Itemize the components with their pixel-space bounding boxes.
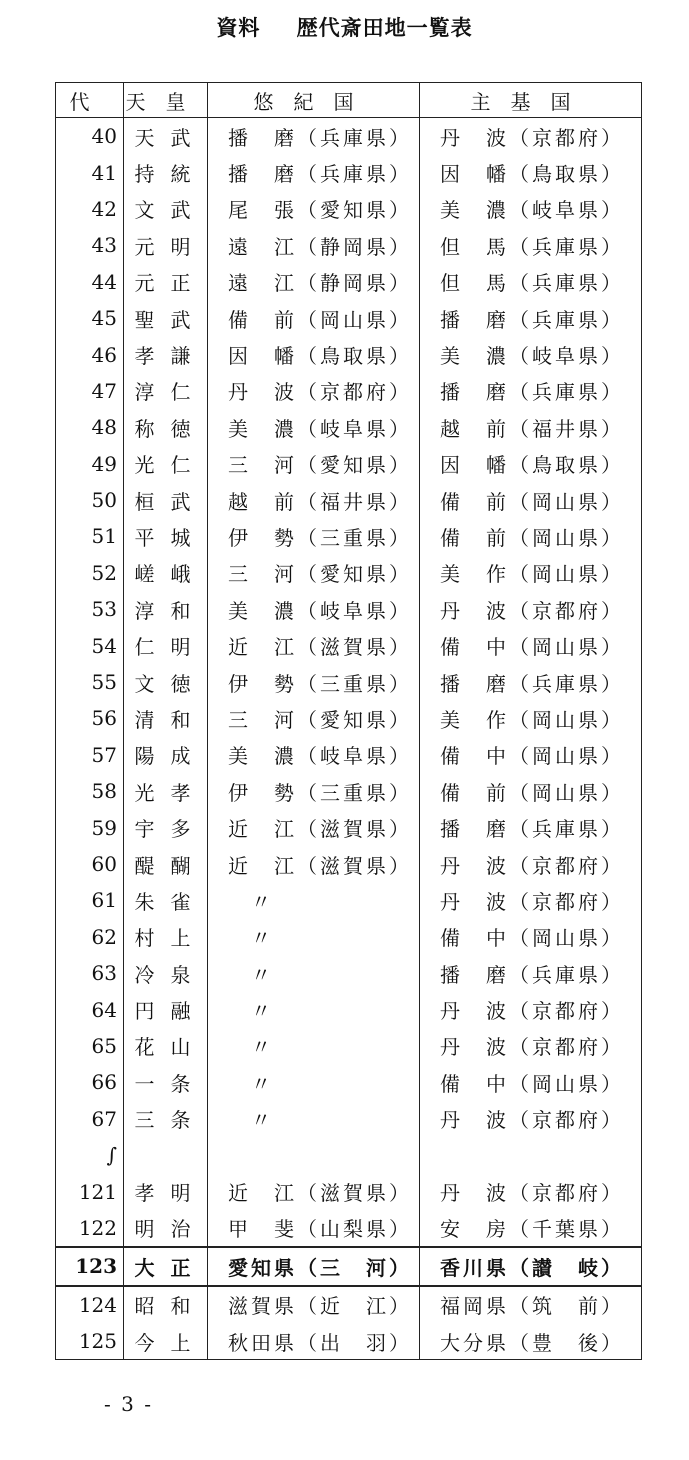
suki-cell: 備 中（岡山県） (420, 1064, 642, 1100)
table-row (56, 118, 642, 155)
title-label: 資料 (216, 15, 261, 40)
yuki-cell: 尾 張（愛知県） (208, 191, 420, 227)
table-row (56, 191, 642, 227)
table-row (56, 264, 642, 300)
yuki-cell: 伊 勢（三重県） (208, 664, 420, 700)
generation-cell: 60 (56, 846, 124, 882)
table-row (56, 1210, 642, 1247)
yuki-cell: 三 河（愛知県） (208, 555, 420, 591)
generation-cell: 125 (56, 1323, 124, 1360)
yuki-cell: 越 前（福井県） (208, 482, 420, 518)
suki-cell: 丹 波（京都府） (420, 991, 642, 1027)
yuki-cell: 三 河（愛知県） (208, 700, 420, 736)
emperor-cell: 孝明 (124, 1173, 208, 1209)
suki-cell: 丹 波（京都府） (420, 1028, 642, 1064)
generation-cell: 123 (56, 1247, 124, 1285)
header-generation: 代 (56, 83, 124, 118)
suki-cell: 因 幡（鳥取県） (420, 446, 642, 482)
yuki-cell (208, 1137, 420, 1173)
table-row (56, 809, 642, 845)
generation-cell: 44 (56, 264, 124, 300)
emperor-cell: 村上 (124, 919, 208, 955)
suki-cell: 但 馬（兵庫県） (420, 264, 642, 300)
suki-cell: 美 濃（岐阜県） (420, 191, 642, 227)
yuki-cell: 遠 江（静岡県） (208, 227, 420, 263)
table-row (56, 955, 642, 991)
emperor-cell: 桓武 (124, 482, 208, 518)
yuki-cell: 美 濃（岐阜県） (208, 591, 420, 627)
generation-cell: ∫ (56, 1137, 124, 1173)
yuki-cell: 甲 斐（山梨県） (208, 1210, 420, 1247)
page-title (0, 12, 689, 42)
generation-cell: 45 (56, 300, 124, 336)
emperor-cell: 円融 (124, 991, 208, 1027)
table-row (56, 555, 642, 591)
yuki-cell: 伊 勢（三重県） (208, 518, 420, 554)
suki-cell: 丹 波（京都府） (420, 1101, 642, 1137)
yuki-cell: 愛知県（三 河） (208, 1247, 420, 1285)
table-row (56, 627, 642, 663)
generation-cell: 56 (56, 700, 124, 736)
yuki-cell: 丹 波（京都府） (208, 373, 420, 409)
yuki-cell: 〃 (208, 1101, 420, 1137)
suki-cell: 安 房（千葉県） (420, 1210, 642, 1247)
suki-cell: 播 磨（兵庫県） (420, 809, 642, 845)
emperor-cell: 淳和 (124, 591, 208, 627)
table-row (56, 919, 642, 955)
suki-cell: 因 幡（鳥取県） (420, 154, 642, 190)
table-row (56, 300, 642, 336)
generation-cell: 64 (56, 991, 124, 1027)
saiden-table (55, 82, 642, 1360)
table-row (56, 1137, 642, 1173)
emperor-cell: 大正 (124, 1247, 208, 1285)
table-row (56, 1323, 642, 1360)
suki-cell: 丹 波（京都府） (420, 846, 642, 882)
suki-cell: 播 磨（兵庫県） (420, 664, 642, 700)
generation-cell: 57 (56, 737, 124, 773)
header-emperor: 天皇 (124, 83, 208, 118)
table-header-row (56, 83, 642, 118)
table-row (56, 664, 642, 700)
generation-cell: 52 (56, 555, 124, 591)
yuki-cell: 伊 勢（三重県） (208, 773, 420, 809)
emperor-cell: 嵯峨 (124, 555, 208, 591)
table-row (56, 1064, 642, 1100)
table-row (56, 1286, 642, 1323)
yuki-cell: 三 河（愛知県） (208, 446, 420, 482)
generation-cell: 42 (56, 191, 124, 227)
table-row (56, 773, 642, 809)
yuki-cell: 〃 (208, 1028, 420, 1064)
emperor-cell: 持統 (124, 154, 208, 190)
generation-cell: 46 (56, 336, 124, 372)
suki-cell: 備 中（岡山県） (420, 919, 642, 955)
generation-cell: 58 (56, 773, 124, 809)
yuki-cell: 備 前（岡山県） (208, 300, 420, 336)
suki-cell: 備 前（岡山県） (420, 518, 642, 554)
table-row (56, 409, 642, 445)
generation-cell: 53 (56, 591, 124, 627)
suki-cell: 播 磨（兵庫県） (420, 300, 642, 336)
table-row (56, 737, 642, 773)
yuki-cell: 美 濃（岐阜県） (208, 409, 420, 445)
suki-cell: 丹 波（京都府） (420, 118, 642, 155)
yuki-cell: 因 幡（鳥取県） (208, 336, 420, 372)
page-number: - 3 - (104, 1392, 153, 1416)
generation-cell: 43 (56, 227, 124, 263)
table-row (56, 846, 642, 882)
generation-cell: 41 (56, 154, 124, 190)
emperor-cell: 一条 (124, 1064, 208, 1100)
emperor-cell: 光孝 (124, 773, 208, 809)
emperor-cell: 花山 (124, 1028, 208, 1064)
emperor-cell: 文徳 (124, 664, 208, 700)
generation-cell: 62 (56, 919, 124, 955)
emperor-cell: 文武 (124, 191, 208, 227)
table-body (56, 118, 642, 1360)
yuki-cell: 〃 (208, 882, 420, 918)
table-row (56, 591, 642, 627)
suki-cell: 備 中（岡山県） (420, 627, 642, 663)
suki-cell: 播 磨（兵庫県） (420, 373, 642, 409)
generation-cell: 51 (56, 518, 124, 554)
generation-cell: 63 (56, 955, 124, 991)
emperor-cell: 称徳 (124, 409, 208, 445)
yuki-cell: 美 濃（岐阜県） (208, 737, 420, 773)
generation-cell: 61 (56, 882, 124, 918)
suki-cell: 大分県（豊 後） (420, 1323, 642, 1360)
yuki-cell: 〃 (208, 1064, 420, 1100)
table-row (56, 227, 642, 263)
suki-cell: 備 前（岡山県） (420, 482, 642, 518)
suki-cell: 香川県（讃 岐） (420, 1247, 642, 1285)
generation-cell: 66 (56, 1064, 124, 1100)
emperor-cell: 天武 (124, 118, 208, 155)
emperor-cell: 淳仁 (124, 373, 208, 409)
generation-cell: 67 (56, 1101, 124, 1137)
suki-cell: 美 作（岡山県） (420, 700, 642, 736)
emperor-cell: 冷泉 (124, 955, 208, 991)
table-row (56, 1247, 642, 1285)
table-row (56, 154, 642, 190)
header-suki: 主基国 (420, 83, 642, 118)
table-row (56, 518, 642, 554)
suki-cell: 丹 波（京都府） (420, 1173, 642, 1209)
table-row (56, 1173, 642, 1209)
emperor-cell (124, 1137, 208, 1173)
table-row (56, 482, 642, 518)
table-row (56, 882, 642, 918)
suki-cell: 備 中（岡山県） (420, 737, 642, 773)
yuki-cell: 播 磨（兵庫県） (208, 118, 420, 155)
emperor-cell: 昭和 (124, 1286, 208, 1323)
table-row (56, 1101, 642, 1137)
generation-cell: 40 (56, 118, 124, 155)
yuki-cell: 〃 (208, 991, 420, 1027)
table-row (56, 700, 642, 736)
suki-cell: 越 前（福井県） (420, 409, 642, 445)
table-row (56, 1028, 642, 1064)
suki-cell: 但 馬（兵庫県） (420, 227, 642, 263)
title-text: 歴代斎田地一覧表 (296, 15, 473, 40)
generation-cell: 65 (56, 1028, 124, 1064)
generation-cell: 54 (56, 627, 124, 663)
generation-cell: 124 (56, 1286, 124, 1323)
generation-cell: 47 (56, 373, 124, 409)
generation-cell: 55 (56, 664, 124, 700)
suki-cell: 丹 波（京都府） (420, 591, 642, 627)
emperor-cell: 平城 (124, 518, 208, 554)
generation-cell: 49 (56, 446, 124, 482)
generation-cell: 50 (56, 482, 124, 518)
emperor-cell: 元明 (124, 227, 208, 263)
generation-cell: 48 (56, 409, 124, 445)
yuki-cell: 滋賀県（近 江） (208, 1286, 420, 1323)
yuki-cell: 〃 (208, 919, 420, 955)
emperor-cell: 孝謙 (124, 336, 208, 372)
header-yuki: 悠紀国 (208, 83, 420, 118)
emperor-cell: 光仁 (124, 446, 208, 482)
suki-cell (420, 1137, 642, 1173)
emperor-cell: 三条 (124, 1101, 208, 1137)
yuki-cell: 近 江（滋賀県） (208, 846, 420, 882)
emperor-cell: 明治 (124, 1210, 208, 1247)
table-row (56, 991, 642, 1027)
suki-cell: 福岡県（筑 前） (420, 1286, 642, 1323)
yuki-cell: 〃 (208, 955, 420, 991)
table-row (56, 446, 642, 482)
emperor-cell: 清和 (124, 700, 208, 736)
emperor-cell: 宇多 (124, 809, 208, 845)
generation-cell: 122 (56, 1210, 124, 1247)
emperor-cell: 聖武 (124, 300, 208, 336)
emperor-cell: 元正 (124, 264, 208, 300)
generation-cell: 121 (56, 1173, 124, 1209)
yuki-cell: 播 磨（兵庫県） (208, 154, 420, 190)
suki-cell: 美 濃（岐阜県） (420, 336, 642, 372)
yuki-cell: 近 江（滋賀県） (208, 1173, 420, 1209)
emperor-cell: 陽成 (124, 737, 208, 773)
emperor-cell: 朱雀 (124, 882, 208, 918)
generation-cell: 59 (56, 809, 124, 845)
emperor-cell: 醍醐 (124, 846, 208, 882)
table-row (56, 336, 642, 372)
yuki-cell: 遠 江（静岡県） (208, 264, 420, 300)
yuki-cell: 近 江（滋賀県） (208, 809, 420, 845)
table-row (56, 373, 642, 409)
emperor-cell: 仁明 (124, 627, 208, 663)
emperor-cell: 今上 (124, 1323, 208, 1360)
suki-cell: 美 作（岡山県） (420, 555, 642, 591)
suki-cell: 備 前（岡山県） (420, 773, 642, 809)
suki-cell: 丹 波（京都府） (420, 882, 642, 918)
yuki-cell: 秋田県（出 羽） (208, 1323, 420, 1360)
suki-cell: 播 磨（兵庫県） (420, 955, 642, 991)
yuki-cell: 近 江（滋賀県） (208, 627, 420, 663)
